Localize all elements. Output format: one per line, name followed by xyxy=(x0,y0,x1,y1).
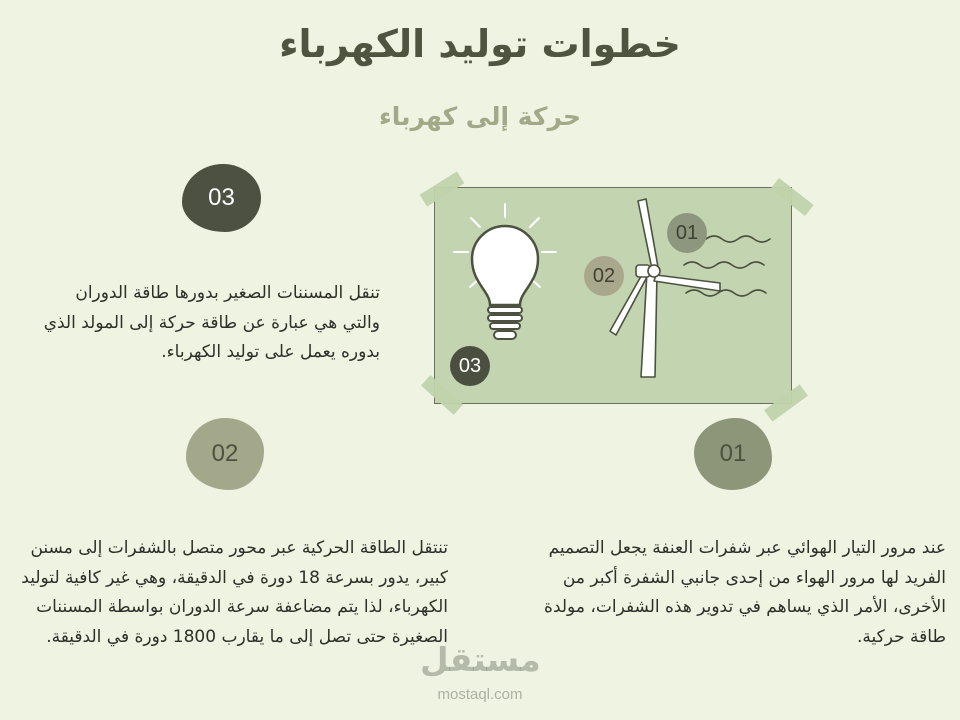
illustration-badge-02: 02 xyxy=(584,256,624,296)
watermark-logo: مستقل xyxy=(420,640,541,679)
step-02-text: تنتقل الطاقة الحركية عبر محور متصل بالشفرات إلى مسنن كبير، يدور بسرعة 18 دورة في الدقيقة، وهي غير كافية لتوليد الكهرباء، لذا يتم مضاعفة سرعة الدوران بواسطة المسننات الصغيرة حتى تصل إلى ما يقارب 1800 دورة في الدقيقة. xyxy=(21,538,448,647)
step-01-text: عند مرور التيار الهوائي عبر شفرات العنفة يجعل التصميم الفريد لها مرور الهواء من إحدى جانبي الشفرة أكبر من الأخرى، الأمر الذي يساهم في تدوير هذه الشفرات، مولدة طاقة حركية. xyxy=(544,538,946,647)
illustration-badge-01: 01 xyxy=(667,213,707,253)
step-number-badge-02: 02 xyxy=(186,418,264,490)
page-title: خطوات توليد الكهرباء xyxy=(279,22,681,66)
step-number-badge-03: 03 xyxy=(182,164,261,232)
step-03-text: تنقل المسننات الصغير بدورها طاقة الدوران والتي هي عبارة عن طاقة حركة إلى المولد الذي بدوره يعمل على توليد الكهرباء. xyxy=(43,283,380,362)
page-subtitle: حركة إلى كهرباء xyxy=(378,102,582,131)
light-bulb-icon xyxy=(454,204,556,339)
step-number-badge-01: 01 xyxy=(694,418,772,490)
illustration-badge-03: 03 xyxy=(450,346,490,386)
watermark-domain: mostaql.com xyxy=(437,686,523,703)
